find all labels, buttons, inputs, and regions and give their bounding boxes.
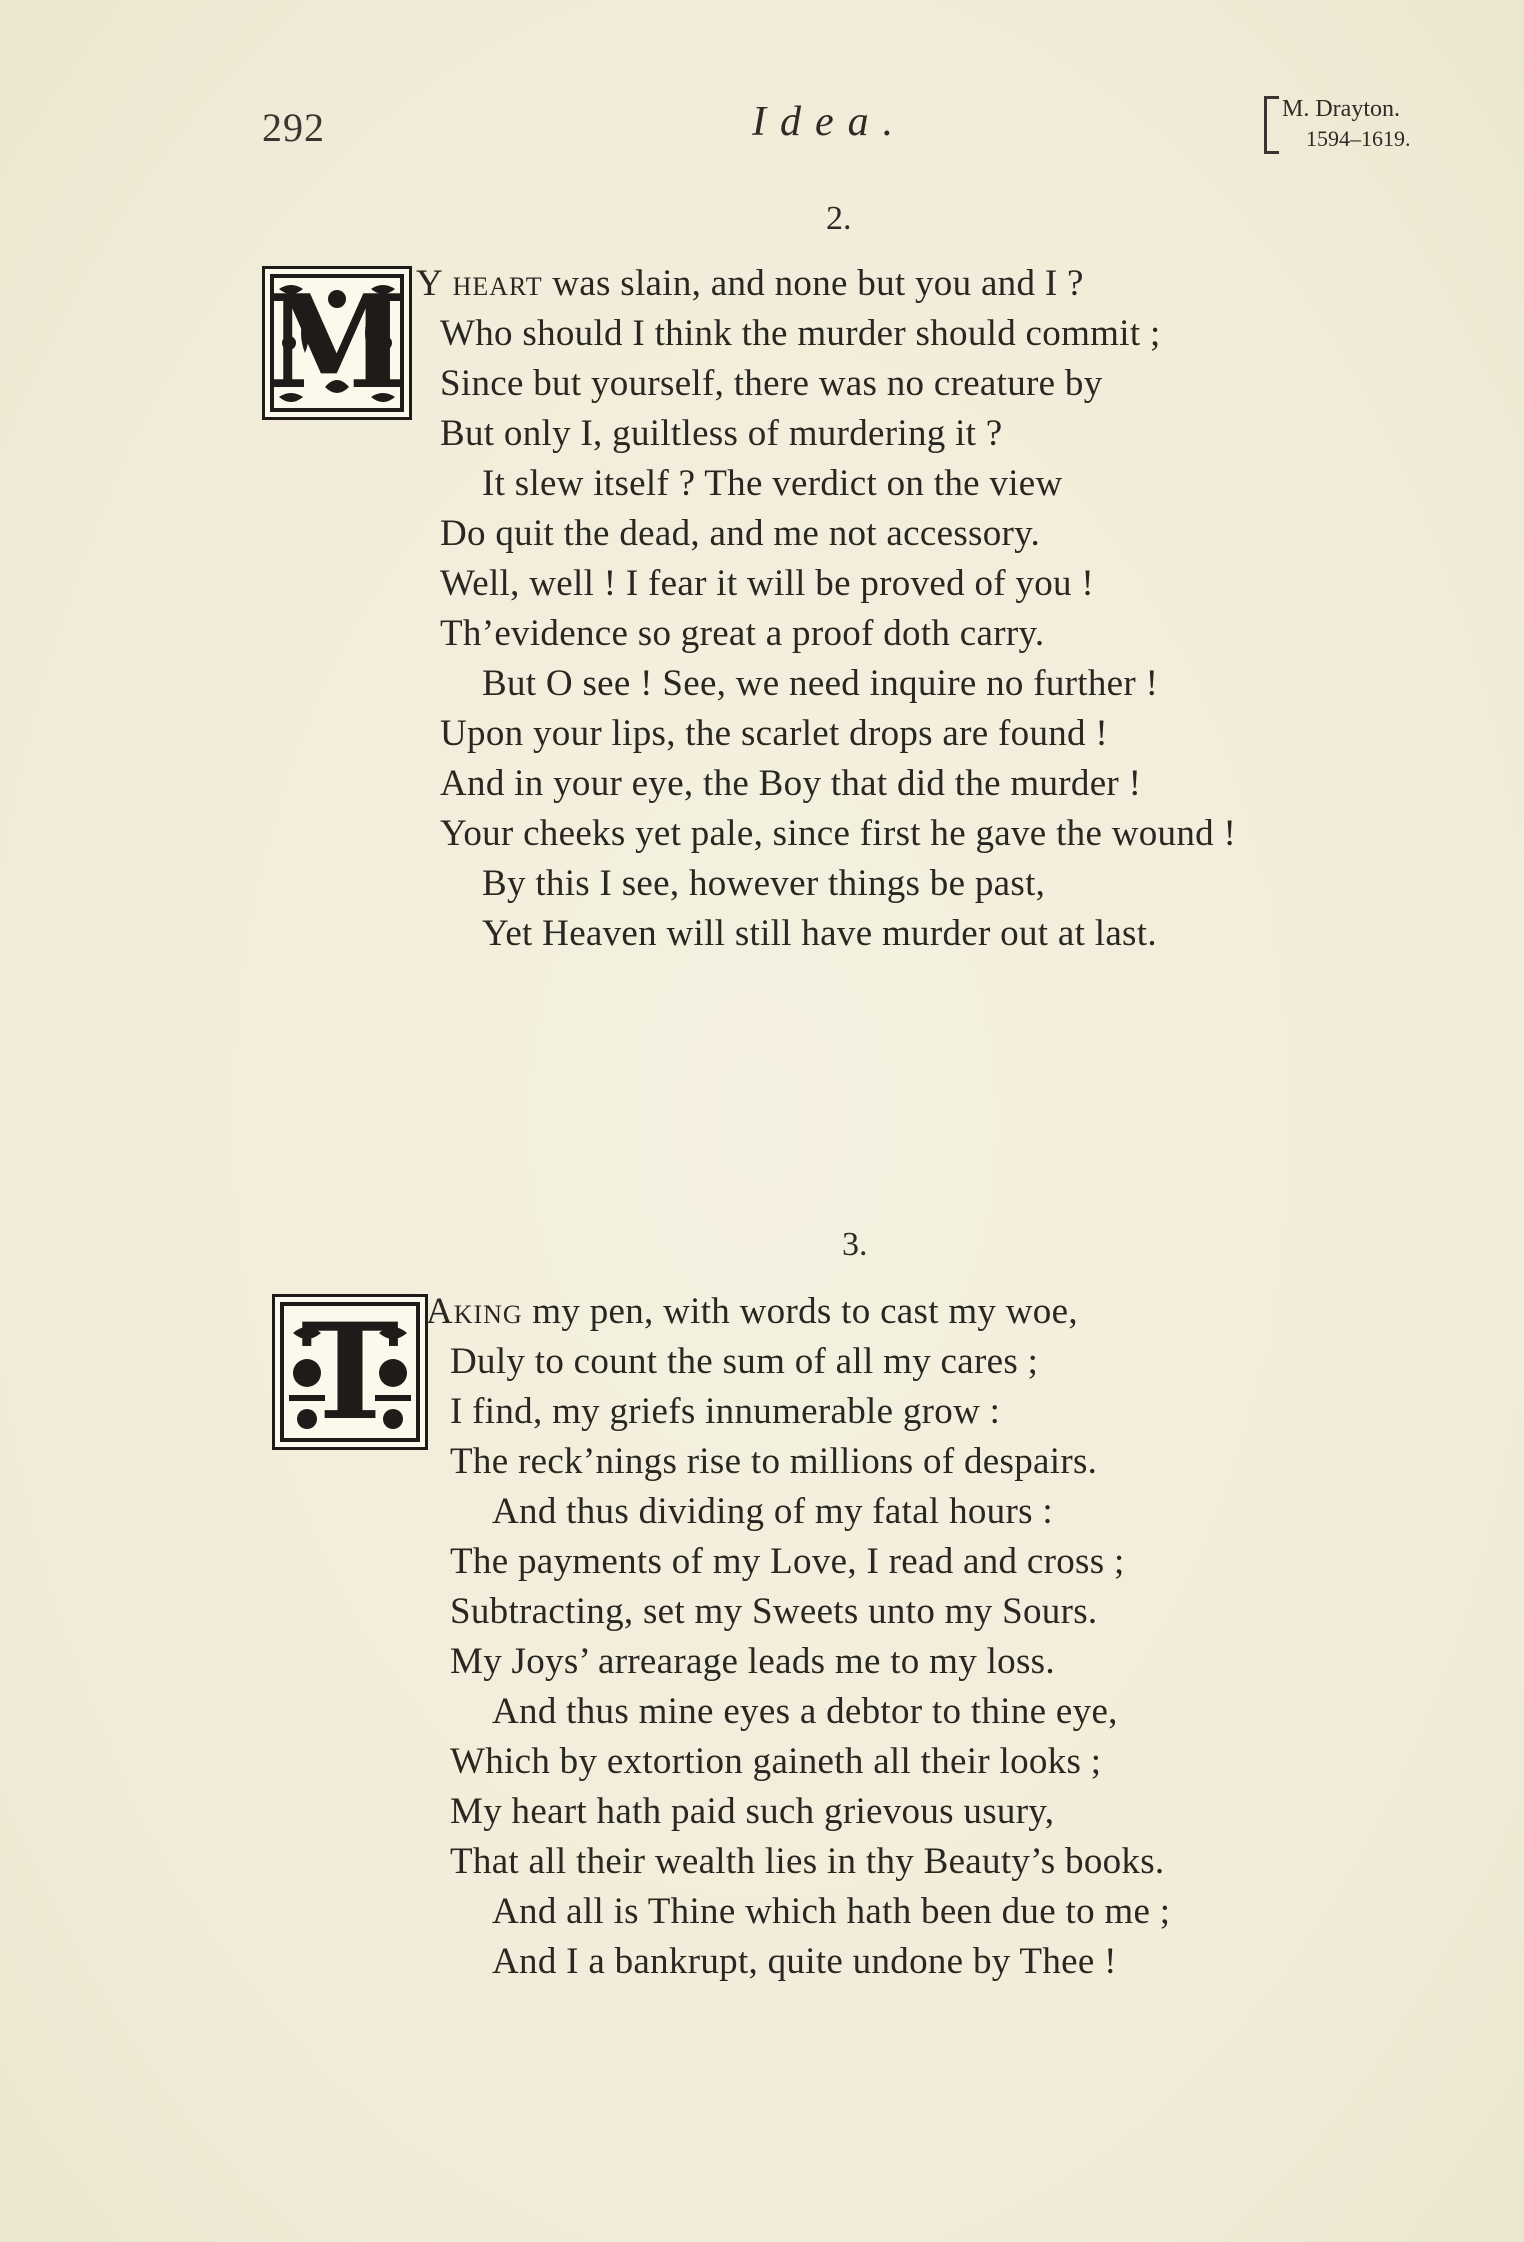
poem-line: I find, my griefs innumerable grow : (450, 1391, 1001, 1432)
drop-cap-letter: M (266, 268, 408, 418)
poem-line: And I a bankrupt, quite undone by Thee ! (492, 1941, 1117, 1982)
poem-line: That all their wealth lies in thy Beauty’s books. (450, 1841, 1165, 1882)
poem-line: Yet Heaven will still have murder out at last. (482, 913, 1157, 954)
attribution-dates: 1594–1619. (1306, 126, 1411, 151)
page-number: 292 (262, 105, 325, 150)
poem-line: By this I see, however things be past, (482, 863, 1046, 904)
poem-line: And all is Thine which hath been due to me ; (492, 1891, 1171, 1932)
bracket-icon (1264, 96, 1279, 154)
poem-line: Your cheeks yet pale, since first he gave the wound ! (440, 813, 1237, 854)
first-line-rest: was slain, and none but you and I ? (542, 263, 1084, 304)
first-words-small-caps: Aking (426, 1291, 523, 1332)
poem-line (426, 1290, 1078, 1333)
running-attribution (1264, 96, 1442, 154)
poem-line: But only I, guiltless of murdering it ? (440, 413, 1003, 454)
poem-line: It slew itself ? The verdict on the view (482, 463, 1063, 504)
poem-line: But O see ! See, we need inquire no further ! (482, 663, 1159, 704)
poem-line: The payments of my Love, I read and cross ; (450, 1541, 1125, 1582)
poem-line (416, 262, 1084, 305)
poem-line: My Joys’ arrearage leads me to my loss. (450, 1641, 1055, 1682)
poem-line: And in your eye, the Boy that did the murder ! (440, 763, 1142, 804)
poem-line: Since but yourself, there was no creature by (440, 363, 1103, 404)
poem-line: Duly to count the sum of all my cares ; (450, 1341, 1039, 1382)
poem-line: Subtracting, set my Sweets unto my Sours. (450, 1591, 1098, 1632)
poem-line: And thus dividing of my fatal hours : (492, 1491, 1053, 1532)
drop-cap-ornament (262, 266, 412, 420)
poem-line: Th’evidence so great a proof doth carry. (440, 613, 1045, 654)
poem-line: Do quit the dead, and me not accessory. (440, 513, 1041, 554)
poem-line: Well, well ! I fear it will be proved of you ! (440, 563, 1095, 604)
poem-line: Who should I think the murder should commit ; (440, 313, 1161, 354)
attribution-author: M. Drayton. (1282, 96, 1400, 122)
poem-line: Upon your lips, the scarlet drops are found ! (440, 713, 1109, 754)
poem-line: My heart hath paid such grievous usury, (450, 1791, 1055, 1832)
poem-line: And thus mine eyes a debtor to thine eye, (492, 1691, 1118, 1732)
drop-cap-letter: T (300, 1294, 400, 1450)
running-title: Idea. (752, 99, 908, 145)
drop-cap-ornament (272, 1294, 428, 1450)
poem-line: The reck’nings rise to millions of despairs. (450, 1441, 1098, 1482)
first-line-rest: my pen, with words to cast my woe, (522, 1291, 1078, 1332)
sonnet-number: 2. (826, 200, 852, 237)
sonnet-number: 3. (842, 1226, 868, 1263)
poem-line: Which by extortion gaineth all their looks ; (450, 1741, 1102, 1782)
first-words-small-caps: Y heart (416, 263, 543, 304)
